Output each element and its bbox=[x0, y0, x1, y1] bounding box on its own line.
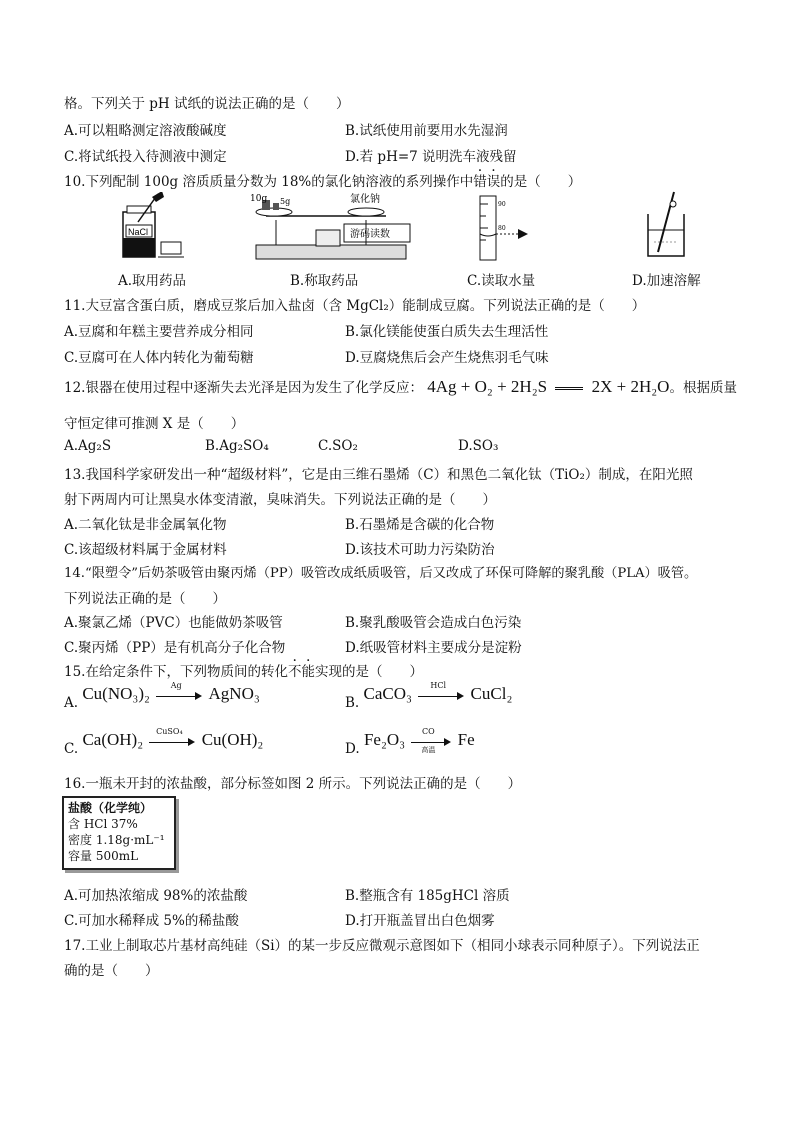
q16-option-b: B.整瓶含有 185gHCl 溶质 bbox=[345, 888, 510, 904]
q9-option-c: C.将试纸投入待测液中测定 bbox=[64, 149, 227, 165]
q14-option-b: B.聚乳酸吸管会造成白色污染 bbox=[345, 615, 522, 631]
q17-stem2: 确的是（ ） bbox=[64, 963, 159, 979]
q12-option-a: A.Ag₂S bbox=[64, 438, 112, 454]
q16-option-a: A.可加热浓缩成 98%的浓盐酸 bbox=[64, 888, 248, 904]
q16-stem: 16.一瓶未开封的浓盐酸，部分标签如图 2 所示。下列说法正确的是（ ） bbox=[64, 776, 522, 792]
arrow-icon: Ag bbox=[156, 691, 202, 701]
q10-option-c: C.读取水量 bbox=[467, 273, 536, 289]
q15-option-c: C. Ca(OH)₂ CuSO₄ Cu(OH)₂ bbox=[64, 726, 264, 757]
q14-option-a: A.聚氯乙烯（PVC）也能做奶茶吸管 bbox=[64, 615, 283, 631]
q13-option-a: A.二氧化钛是非金属氧化物 bbox=[64, 517, 227, 533]
arrow-icon: CO 高温 bbox=[411, 737, 451, 747]
graduated-cylinder-figure bbox=[470, 192, 540, 264]
q9-stem: 格。下列关于 pH 试纸的说法正确的是（ ） bbox=[64, 96, 350, 112]
mark-80: 80 bbox=[498, 225, 506, 232]
q10-option-a: A.取用药品 bbox=[118, 273, 187, 289]
q12-equation: 4Ag + O₂ + 2H₂S 2X + 2H₂O bbox=[427, 377, 670, 396]
q10-stem: 10.下列配制 100g 溶质质量分数为 18%的氯化钠溶液的系列操作中错误的是（ ） bbox=[64, 174, 582, 190]
q12-option-d: D.SO₃ bbox=[458, 438, 499, 454]
q12-option-b: B.Ag₂SO₄ bbox=[205, 438, 269, 454]
q15-option-d: D. Fe₂O₃ CO 高温 Fe bbox=[345, 726, 475, 757]
label-line-2: 含 HCl 37% bbox=[68, 817, 138, 831]
weight-5g: 5g bbox=[280, 197, 291, 206]
q15-option-b: B. CaCO₃ HCl CuCl₂ bbox=[345, 680, 513, 711]
q11-option-c: C.豆腐可在人体内转化为葡萄糖 bbox=[64, 350, 254, 366]
q14-stem2: 下列说法正确的是（ ） bbox=[64, 591, 226, 607]
q13-option-c: C.该超级材料属于金属材料 bbox=[64, 542, 227, 558]
balance-figure bbox=[246, 190, 411, 265]
q9-option-a: A.可以粗略测定溶液酸碱度 bbox=[64, 123, 227, 139]
q13-option-d: D.该技术可助力污染防治 bbox=[345, 542, 495, 558]
q16-option-c: C.可加水稀释成 5%的稀盐酸 bbox=[64, 913, 239, 929]
beaker-stirring-figure bbox=[640, 190, 700, 264]
q12-option-c: C.SO₂ bbox=[318, 438, 358, 454]
q11-stem: 11.大豆富含蛋白质，磨成豆浆后加入盐卤（含 MgCl₂）能制成豆腐。下列说法正确的是（ ） bbox=[64, 298, 646, 314]
q10-option-b: B.称取药品 bbox=[290, 273, 359, 289]
mark-90: 90 bbox=[498, 201, 506, 208]
rider-reading-label: 游码读数 bbox=[350, 229, 390, 240]
weight-10g: 10g bbox=[250, 194, 268, 204]
equals-sign bbox=[555, 387, 583, 390]
arrow-icon: CuSO₄ bbox=[149, 737, 195, 747]
q14-option-c: C.聚丙烯（PP）是有机高分子化合物 bbox=[64, 640, 286, 656]
q10-option-d: D.加速溶解 bbox=[632, 273, 701, 289]
q16-option-d: D.打开瓶盖冒出白色烟雾 bbox=[345, 913, 495, 929]
hcl-bottle-label bbox=[62, 796, 176, 870]
label-line-1: 盐酸（化学纯） bbox=[68, 801, 153, 815]
q9-option-b: B.试纸使用前要用水先湿润 bbox=[345, 123, 508, 139]
arrow-icon: HCl bbox=[418, 691, 464, 701]
q11-option-d: D.豆腐烧焦后会产生烧焦羽毛气味 bbox=[345, 350, 549, 366]
reagent-bottle-figure bbox=[118, 192, 188, 262]
q14-stem1: 14.“限塑令”后奶茶吸管由聚丙烯（PP）吸管改成纸质吸管，后又改成了环保可降解的聚乳酸（PLA）吸管。 bbox=[64, 566, 698, 581]
q12-stem: 12.银器在使用过程中逐渐失去光泽是因为发生了化学反应： 4Ag + O₂ + 2H₂S 2X + 2H₂O。根据质量 bbox=[64, 377, 737, 396]
q9-option-d: D.若 pH=7 说明洗车液残留 bbox=[345, 149, 517, 165]
q13-stem1: 13.我国科学家研发出一种“超级材料”，它是由三维石墨烯（C）和黑色二氧化钛（TiO₂）制成，在阳光照 bbox=[64, 467, 693, 483]
q13-option-b: B.石墨烯是含碳的化合物 bbox=[345, 517, 495, 533]
q13-stem2: 射下两周内可让黑臭水体变清澈，臭味消失。下列说法正确的是（ ） bbox=[64, 492, 496, 508]
nacl-pan-label: 氯化钠 bbox=[350, 194, 380, 205]
label-line-4: 容量 500mL bbox=[68, 849, 139, 863]
nacl-label: NaCl bbox=[128, 227, 149, 237]
q14-option-d: D.纸吸管材料主要成分是淀粉 bbox=[345, 640, 522, 656]
q11-option-a: A.豆腐和年糕主要营养成分相同 bbox=[64, 324, 254, 340]
q15-option-a: A. Cu(NO₃)₂ Ag AgNO₃ bbox=[64, 680, 260, 711]
q11-option-b: B.氯化镁能使蛋白质失去生理活性 bbox=[345, 324, 549, 340]
q15-stem: 15.在给定条件下，下列物质间的转化不能实现的是（ ） bbox=[64, 664, 423, 680]
label-line-3: 密度 1.18g·mL⁻¹ bbox=[68, 833, 165, 847]
q12-stem2: 守恒定律可推测 X 是（ ） bbox=[64, 416, 245, 432]
q17-stem1: 17.工业上制取芯片基材高纯硅（Si）的某一步反应微观示意图如下（相同小球表示同种原子）。下列说法正 bbox=[64, 938, 700, 954]
